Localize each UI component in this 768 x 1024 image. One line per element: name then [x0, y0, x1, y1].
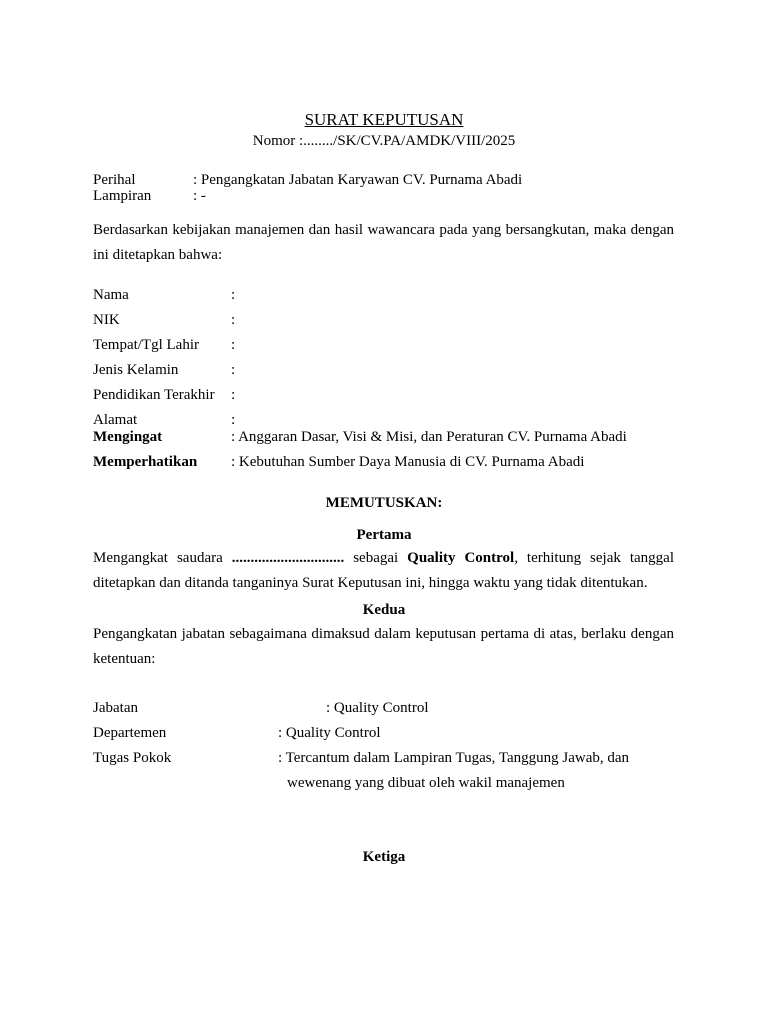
- departemen-value: : Quality Control: [278, 725, 381, 741]
- tugas-pokok-label: Tugas Pokok: [93, 750, 172, 766]
- identity-value-jenis-kelamin: :: [231, 362, 236, 378]
- identity-label-nik: NIK: [93, 312, 120, 328]
- lampiran-value: : -: [193, 188, 206, 204]
- identity-value-alamat: :: [231, 412, 236, 428]
- document-title: SURAT KEPUTUSAN: [304, 110, 464, 129]
- memutuskan-heading: MEMUTUSKAN:: [325, 495, 443, 511]
- identity-label-pendidikan: Pendidikan Terakhir: [93, 387, 215, 403]
- ketiga-heading: Ketiga: [362, 849, 406, 865]
- identity-label-jenis-kelamin: Jenis Kelamin: [93, 362, 179, 378]
- tugas-pokok-value-cont: wewenang yang dibuat oleh wakil manajemen: [287, 775, 565, 791]
- tugas-pokok-value: : Tercantum dalam Lampiran Tugas, Tanggung Jawab, dan: [278, 750, 630, 766]
- pertama-text-3: , terhitung sejak tanggal ditetapkan dan ditanda tanganinya Surat Keputusan ini, hingga waktu yang tidak ditentukan.: [93, 550, 674, 591]
- lampiran-label: Lampiran: [93, 188, 152, 204]
- memperhatikan-label: Memperhatikan: [93, 454, 198, 470]
- intro-paragraph: Berdasarkan kebijakan manajemen dan hasil wawancara pada yang bersangkutan, maka dengan ini ditetapkan bahwa:: [93, 222, 674, 263]
- memperhatikan-value: : Kebutuhan Sumber Daya Manusia di CV. Purnama Abadi: [231, 454, 585, 470]
- departemen-label: Departemen: [93, 725, 167, 741]
- mengingat-value: : Anggaran Dasar, Visi & Misi, dan Peraturan CV. Purnama Abadi: [231, 429, 627, 445]
- identity-label-tempat-tgl-lahir: Tempat/Tgl Lahir: [93, 337, 199, 353]
- pertama-position: Quality Control: [407, 550, 515, 566]
- identity-value-pendidikan: :: [231, 387, 236, 403]
- identity-value-tempat-tgl-lahir: :: [231, 337, 236, 353]
- pertama-text-2: sebagai: [344, 550, 408, 566]
- perihal-value: : Pengangkatan Jabatan Karyawan CV. Purnama Abadi: [193, 172, 523, 188]
- document-number: Nomor :......../SK/CV.PA/AMDK/VIII/2025: [252, 133, 516, 149]
- identity-label-nama: Nama: [93, 287, 129, 303]
- pertama-paragraph: [93, 546, 674, 596]
- pertama-heading: Pertama: [356, 527, 412, 543]
- identity-value-nama: :: [231, 287, 236, 303]
- identity-value-nik: :: [231, 312, 236, 328]
- kedua-heading: Kedua: [362, 602, 406, 618]
- identity-label-alamat: Alamat: [93, 412, 138, 428]
- pertama-name-dots: ..............................: [231, 550, 345, 566]
- kedua-paragraph: Pengangkatan jabatan sebagaimana dimaksud dalam keputusan pertama di atas, berlaku dengan ketentuan:: [93, 626, 674, 667]
- jabatan-value: : Quality Control: [326, 700, 429, 716]
- perihal-label: Perihal: [93, 172, 136, 188]
- jabatan-label: Jabatan: [93, 700, 138, 716]
- mengingat-label: Mengingat: [93, 429, 163, 445]
- pertama-text-1: Mengangkat saudara: [93, 550, 232, 566]
